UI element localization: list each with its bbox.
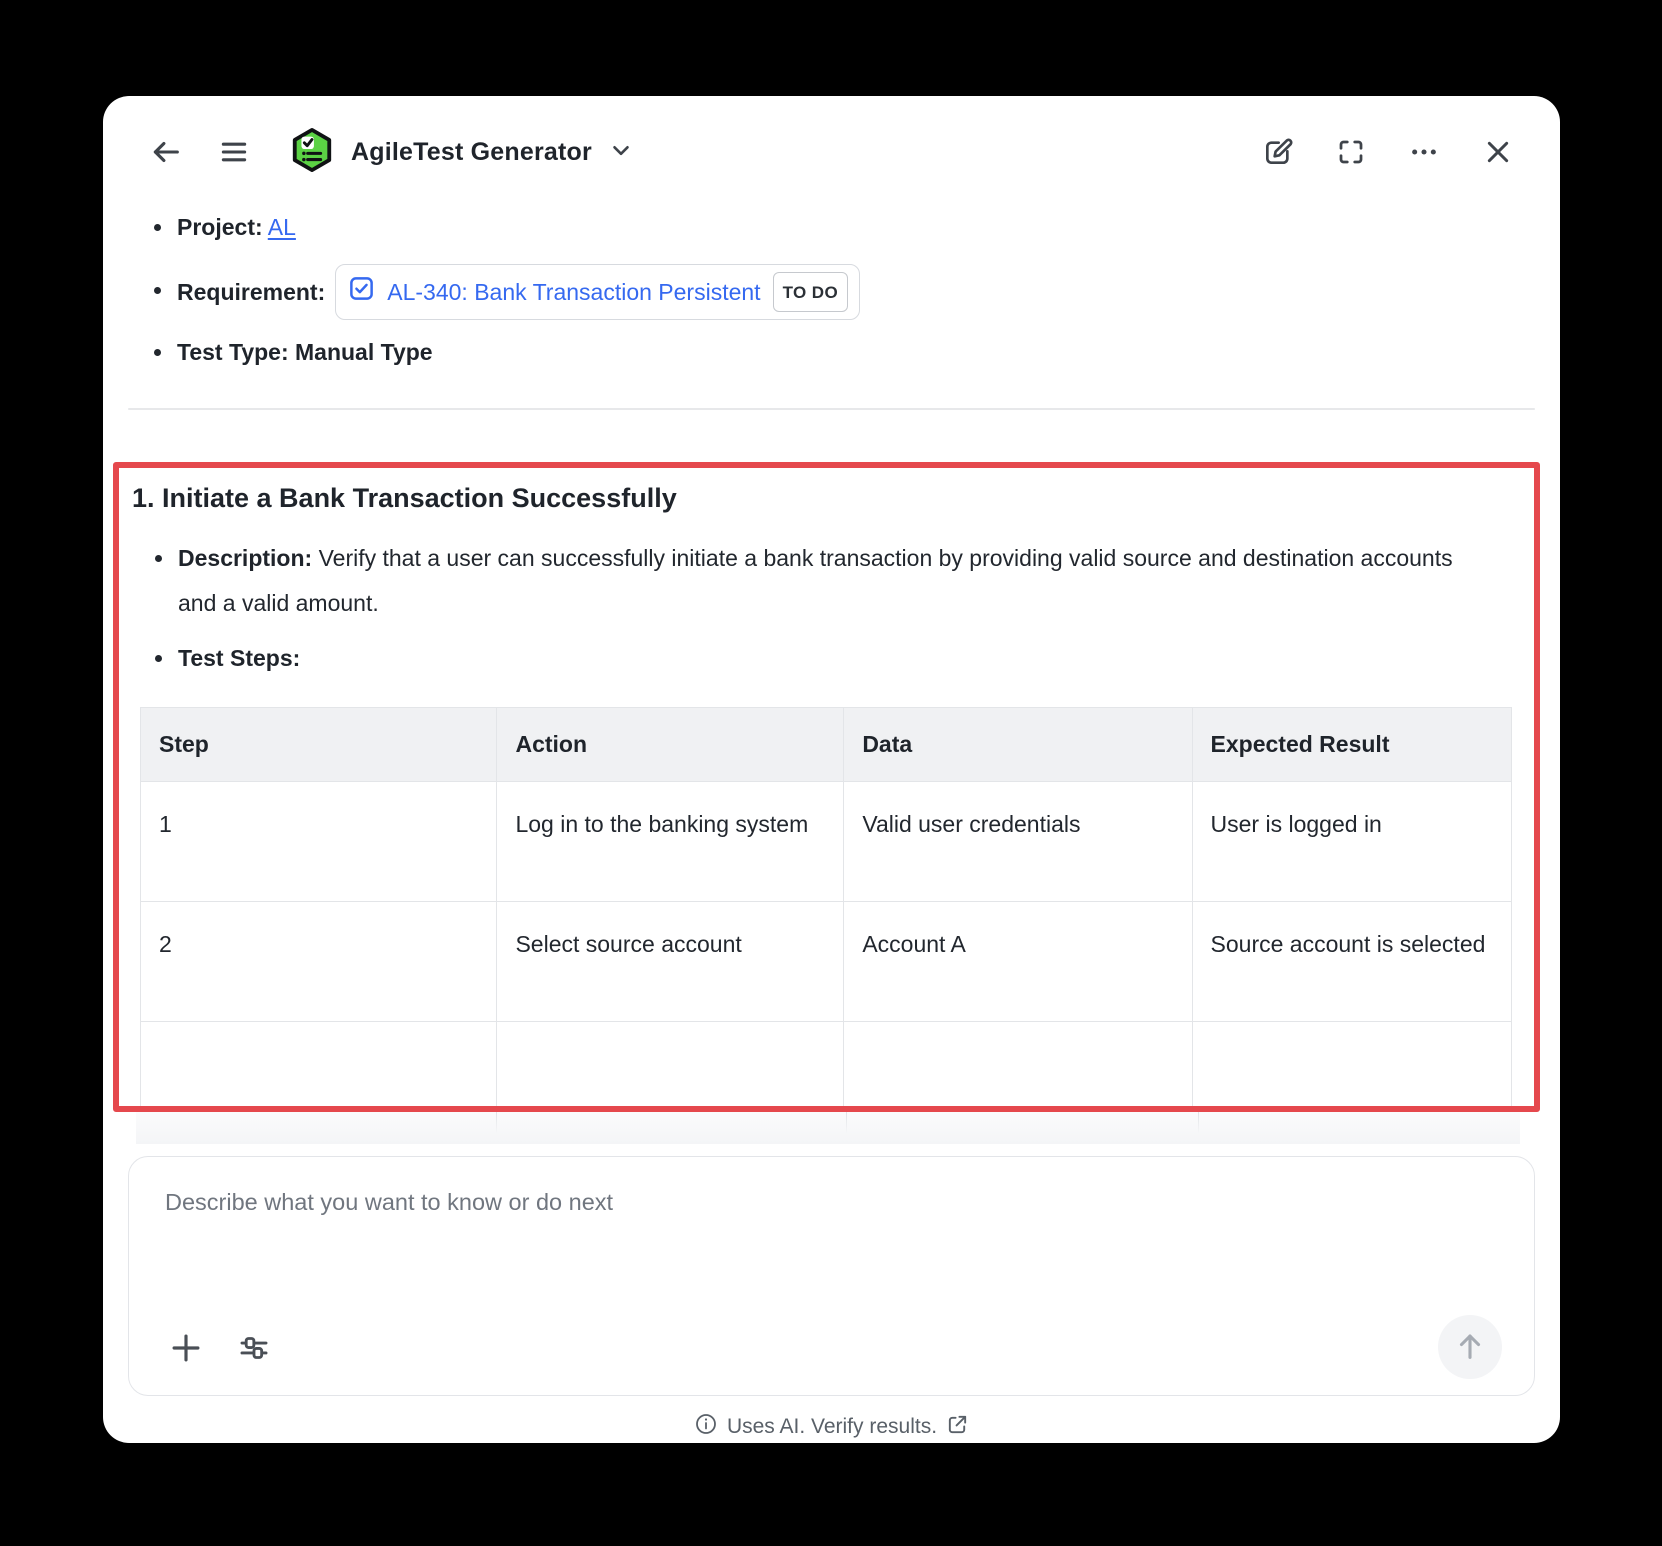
description-text: Verify that a user can successfully initiate a bank transaction by providing valid source and destination accounts and a valid amount.: [178, 545, 1453, 616]
test-type-label: Test Type: Manual Type: [177, 339, 433, 365]
meta-test-type: [175, 337, 1560, 368]
test-steps-label-item: [176, 636, 1476, 681]
column-header-data: Data: [844, 708, 1192, 782]
cell-action: Select source account: [497, 902, 844, 1022]
table-row: [141, 902, 1512, 1022]
cell-expected: User is logged in: [1192, 782, 1511, 902]
agiletest-dialog: [103, 96, 1560, 1443]
ellipsis-icon: [1408, 136, 1440, 168]
cell-step: 2: [141, 902, 497, 1022]
back-arrow-icon: [149, 135, 183, 169]
attach-button[interactable]: [167, 1329, 205, 1367]
cell-data: Valid user credentials: [844, 782, 1192, 902]
test-case-details: [132, 536, 1520, 681]
cell-data: Account A: [844, 902, 1192, 1022]
scroll-fade: [136, 1112, 1520, 1144]
meta-requirement: [175, 264, 1560, 320]
meta-project: [175, 212, 1560, 243]
plus-icon: [167, 1329, 205, 1367]
table-row: [141, 782, 1512, 902]
requirement-chip[interactable]: [335, 264, 860, 320]
disclaimer-text: Uses AI. Verify results.: [726, 1415, 938, 1438]
checkbox-icon: [348, 275, 375, 310]
column-header-expected: Expected Result: [1192, 708, 1511, 782]
chevron-down-icon[interactable]: [608, 137, 634, 168]
edit-button[interactable]: [1262, 136, 1294, 168]
hamburger-icon: [217, 135, 251, 169]
requirement-label: • Requirement:: [177, 278, 326, 305]
close-icon: [1482, 136, 1514, 168]
cell-step: 1: [141, 782, 497, 902]
test-case-description: [176, 536, 1476, 626]
disclaimer-link[interactable]: [727, 1413, 969, 1442]
table-header-row: [141, 708, 1512, 782]
sliders-icon: [237, 1331, 271, 1365]
fullscreen-icon: [1336, 137, 1366, 167]
column-header-step: Step: [141, 708, 497, 782]
table-row-clipped: [141, 1022, 1512, 1113]
send-button[interactable]: [1438, 1315, 1502, 1379]
cell-expected: Source account is selected: [1192, 902, 1511, 1022]
settings-button[interactable]: [237, 1331, 271, 1365]
test-case-heading: 1. Initiate a Bank Transaction Successfully: [132, 483, 677, 513]
requirement-issue-link[interactable]: AL-340: Bank Transaction Persistent: [387, 278, 761, 305]
highlighted-test-case: [113, 462, 1540, 1112]
external-link-icon: [946, 1413, 969, 1442]
project-link[interactable]: AL: [267, 214, 296, 240]
test-meta-list: [103, 212, 1560, 368]
project-label: Project:: [177, 214, 263, 240]
description-label: Description:: [178, 545, 313, 571]
expand-button[interactable]: [1336, 137, 1366, 167]
status-badge: TO DO: [773, 272, 849, 312]
prompt-input[interactable]: [129, 1157, 1534, 1307]
app-title-group[interactable]: [289, 127, 634, 178]
agiletest-logo-icon: [289, 127, 335, 178]
dialog-title: AgileTest Generator: [351, 137, 592, 166]
ai-disclaimer: [103, 1412, 1560, 1442]
dialog-header: [103, 96, 1560, 174]
info-icon: [694, 1412, 718, 1442]
chat-composer: [128, 1156, 1535, 1396]
arrow-up-icon: [1453, 1329, 1487, 1366]
edit-pencil-icon: [1262, 136, 1294, 168]
cell-action: Log in to the banking system: [497, 782, 844, 902]
section-divider: [128, 408, 1535, 410]
test-steps-label: Test Steps:: [178, 645, 301, 671]
back-button[interactable]: [149, 135, 183, 169]
menu-button[interactable]: [217, 135, 251, 169]
test-steps-table: [140, 707, 1512, 1112]
more-options-button[interactable]: [1408, 136, 1440, 168]
close-button[interactable]: [1482, 136, 1514, 168]
column-header-action: Action: [497, 708, 844, 782]
